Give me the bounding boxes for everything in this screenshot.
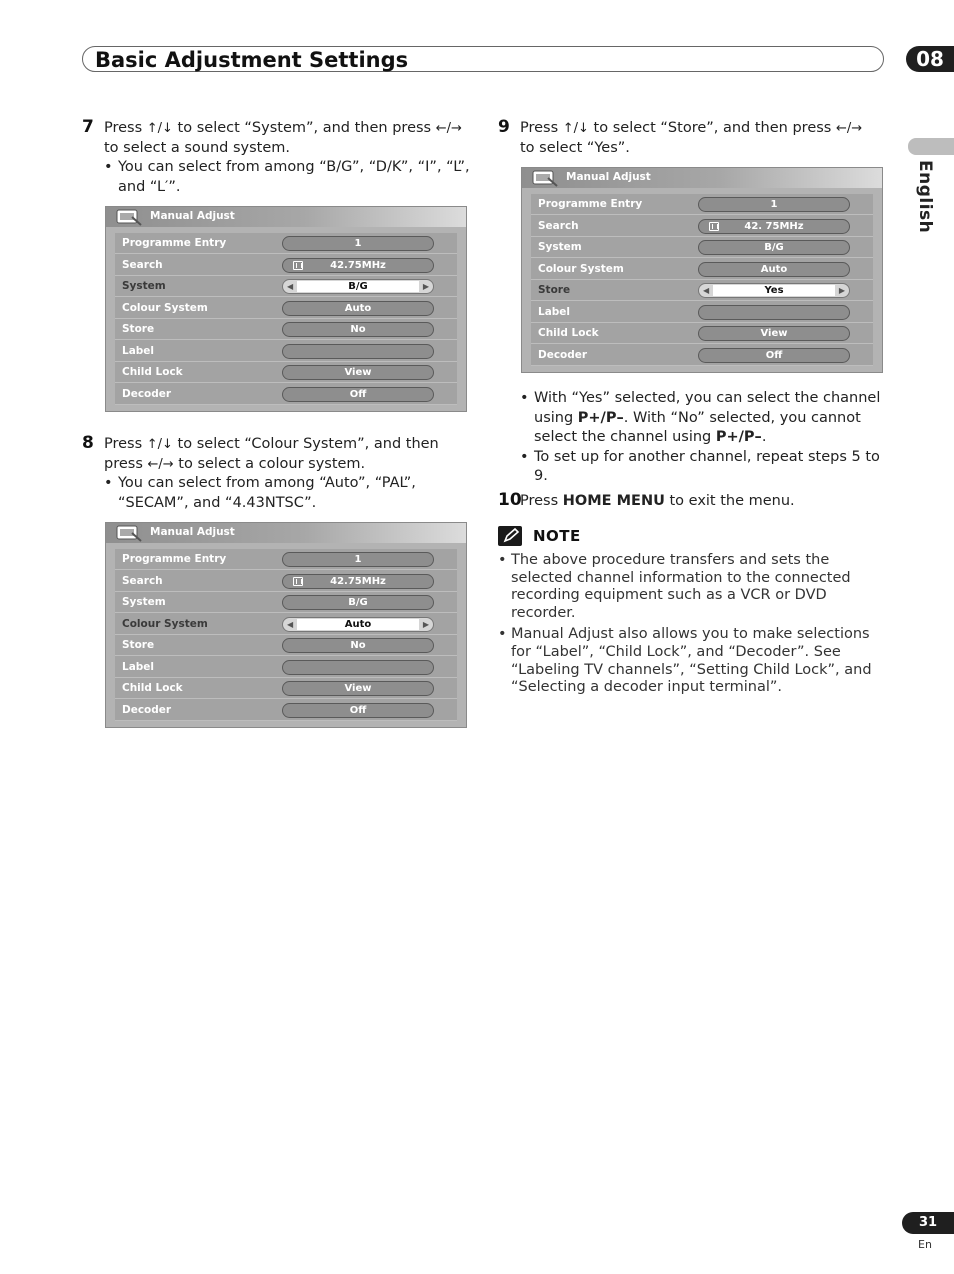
right-triangle-icon[interactable]: ▶ <box>422 282 429 291</box>
menu-row[interactable] <box>531 323 873 344</box>
menu-value-text: Auto <box>344 302 372 314</box>
menu-value-field[interactable] <box>282 595 434 610</box>
menu-row-label: Search <box>538 219 579 232</box>
menu-row-label: Label <box>122 344 155 357</box>
menu-value-field[interactable] <box>282 279 434 294</box>
up-down-arrows-icon: ↑/↓ <box>146 121 173 136</box>
language-tab-bar <box>908 138 954 155</box>
menu-value-field[interactable] <box>282 574 434 589</box>
menu-row-label: System <box>122 280 166 292</box>
menu-body <box>115 233 457 405</box>
menu-value-text: Auto <box>760 263 788 275</box>
menu-value-field[interactable] <box>282 365 434 380</box>
right-triangle-icon[interactable]: ▶ <box>422 619 429 629</box>
menu-value-text: 42.75MHz <box>330 575 386 587</box>
menu-value-field[interactable] <box>282 552 434 567</box>
menu-value-text: B/G <box>348 597 368 608</box>
menu-row[interactable] <box>115 614 457 635</box>
menu-row-label: Search <box>122 574 163 587</box>
menu-value-field[interactable] <box>698 219 850 234</box>
tv-remote-icon <box>532 170 558 187</box>
menu-row-label: Label <box>538 305 571 318</box>
menu-row[interactable] <box>115 255 457 276</box>
tv-remote-icon <box>116 525 142 542</box>
page-title: Basic Adjustment Settings <box>95 48 409 72</box>
header-bar <box>82 46 884 72</box>
menu-value-text: View <box>344 367 372 378</box>
step-9-bullet-1: • With “Yes” selected, you can select the channel using P+/P–. With “No” selected, you cannot select the channel using P+/P–. <box>520 389 884 448</box>
menu-value-text: 1 <box>354 554 362 565</box>
step-9-bullet-2: • To set up for another channel, repeat steps 5 to 9. <box>520 448 884 487</box>
menu-value-field[interactable] <box>282 236 434 251</box>
step-7-text: Press ↑/↓ to select “System”, and then press ←/→ to select a sound system. • You can select from among “B/G”, “D/K”, “I”, “L”, and “L′”. <box>104 119 476 197</box>
menu-value-field[interactable] <box>282 258 434 273</box>
step-10-number: 10 <box>498 490 522 510</box>
menu-value-text: Off <box>349 704 367 716</box>
menu-row[interactable] <box>115 384 457 405</box>
menu-title: Manual Adjust <box>150 210 235 222</box>
menu-row-label: Decoder <box>122 703 172 716</box>
menu-value-text: Off <box>765 349 783 361</box>
manual-adjust-screen-1 <box>105 206 467 412</box>
menu-row-label: Store <box>122 323 155 335</box>
menu-body <box>531 194 873 366</box>
menu-value-field[interactable] <box>282 681 434 696</box>
menu-value-text: View <box>344 683 372 694</box>
menu-value-text: B/G <box>764 242 784 253</box>
menu-title-bar <box>522 168 882 188</box>
up-down-arrows-icon: ↑/↓ <box>146 437 173 452</box>
menu-value-text: No <box>350 640 366 651</box>
menu-value-text: 1 <box>770 199 778 210</box>
menu-value-text: 42. 75MHz <box>744 220 804 232</box>
menu-value-field[interactable] <box>698 326 850 341</box>
menu-row-label: Programme Entry <box>538 198 643 210</box>
search-bars-icon <box>293 261 303 270</box>
left-right-arrows-icon: ←/→ <box>435 121 462 136</box>
menu-row-label: System <box>122 596 166 608</box>
menu-row[interactable] <box>115 276 457 297</box>
menu-row[interactable] <box>115 549 457 570</box>
menu-value-text: No <box>350 324 366 335</box>
menu-row-label: Decoder <box>122 387 172 400</box>
menu-value-field[interactable] <box>282 301 434 316</box>
left-right-arrows-icon: ←/→ <box>147 456 174 472</box>
search-bars-icon <box>709 222 719 231</box>
menu-row[interactable] <box>531 345 873 366</box>
menu-row[interactable] <box>115 341 457 362</box>
menu-row-label: Programme Entry <box>122 553 227 565</box>
menu-value-field[interactable] <box>698 348 850 363</box>
menu-value-text: View <box>760 328 788 339</box>
left-triangle-icon[interactable]: ◀ <box>287 282 294 291</box>
menu-title-bar <box>106 207 466 227</box>
menu-title: Manual Adjust <box>566 171 651 183</box>
menu-value-field[interactable] <box>698 262 850 277</box>
menu-row-label: Decoder <box>538 348 588 361</box>
menu-row[interactable] <box>531 237 873 258</box>
left-right-arrows-icon: ←/→ <box>835 121 863 136</box>
menu-title-bar <box>106 523 466 543</box>
step-7-number: 7 <box>82 117 94 137</box>
menu-row-label: Store <box>538 284 571 296</box>
menu-value-field[interactable] <box>282 638 434 653</box>
step-8-text: Press ↑/↓ to select “Colour System”, and then press ←/→ to select a colour system. • You can select from among “Auto”, “PAL”, “SECAM”, and “4.43NTSC”. <box>104 435 476 513</box>
menu-value-field[interactable] <box>698 305 850 320</box>
search-bars-icon <box>293 577 303 586</box>
menu-row-label: System <box>538 241 582 253</box>
menu-row-label: Search <box>122 258 163 271</box>
page-language: En <box>918 1238 932 1251</box>
menu-row-label: Child Lock <box>122 682 183 694</box>
menu-row[interactable] <box>115 700 457 721</box>
left-triangle-icon[interactable]: ◀ <box>287 619 294 629</box>
menu-body <box>115 549 457 721</box>
note-item: • The above procedure transfers and sets the selected channel information to the connected recording equipment such as a VCR or DVD recorder. <box>498 552 884 622</box>
menu-value-text: Auto <box>297 619 419 630</box>
step-9-number: 9 <box>498 117 510 137</box>
page-number: 31 <box>902 1212 954 1234</box>
menu-row[interactable] <box>531 259 873 280</box>
menu-value-field[interactable] <box>698 283 850 298</box>
chapter-badge: 08 <box>906 46 954 72</box>
menu-value-field[interactable] <box>698 197 850 212</box>
menu-value-field[interactable] <box>698 240 850 255</box>
menu-row[interactable] <box>531 216 873 237</box>
menu-row-label: Label <box>122 660 155 673</box>
right-triangle-icon[interactable]: ▶ <box>838 286 845 295</box>
menu-row[interactable] <box>115 362 457 383</box>
tv-remote-icon <box>116 209 142 226</box>
left-triangle-icon[interactable]: ◀ <box>703 286 710 295</box>
menu-row[interactable] <box>115 635 457 656</box>
menu-value-field[interactable] <box>282 703 434 718</box>
menu-row[interactable] <box>115 592 457 613</box>
menu-row[interactable] <box>115 657 457 678</box>
manual-adjust-screen-3 <box>521 167 883 373</box>
language-label: English <box>915 160 935 234</box>
menu-row[interactable] <box>531 302 873 323</box>
menu-value-text: 42.75MHz <box>330 259 386 271</box>
menu-row-label: Colour System <box>538 262 624 275</box>
menu-title: Manual Adjust <box>150 526 235 538</box>
menu-row-label: Child Lock <box>538 327 599 339</box>
menu-value-field[interactable] <box>282 322 434 337</box>
menu-row[interactable] <box>531 280 873 301</box>
note-title: NOTE <box>533 527 581 545</box>
note-pencil-icon <box>498 526 522 546</box>
menu-value-field[interactable] <box>282 387 434 402</box>
step-9-bullets <box>520 389 884 487</box>
step-8-bullet: • You can select from among “Auto”, “PAL”, “SECAM”, and “4.43NTSC”. <box>104 474 476 513</box>
menu-value-field[interactable] <box>282 344 434 359</box>
menu-value-text: 1 <box>354 238 362 249</box>
menu-row[interactable] <box>115 678 457 699</box>
menu-row[interactable] <box>531 194 873 215</box>
menu-row-label: Colour System <box>122 617 208 630</box>
menu-value-text: Yes <box>713 285 835 296</box>
menu-row[interactable] <box>115 319 457 340</box>
menu-row-label: Colour System <box>122 301 208 314</box>
menu-value-text: Off <box>349 388 367 400</box>
up-down-arrows-icon: ↑/↓ <box>562 121 589 136</box>
manual-adjust-screen-2 <box>105 522 467 728</box>
menu-row[interactable] <box>115 298 457 319</box>
step-9-text: Press ↑/↓ to select “Store”, and then press ←/→ to select “Yes”. <box>520 120 863 156</box>
menu-value-text: B/G <box>297 281 419 292</box>
note-list <box>498 552 884 701</box>
menu-row-label: Programme Entry <box>122 237 227 249</box>
step-10-text: Press HOME MENU to exit the menu. <box>520 493 795 509</box>
menu-row[interactable] <box>115 233 457 254</box>
menu-value-field[interactable] <box>282 617 434 632</box>
step-7-bullet: • You can select from among “B/G”, “D/K”, “I”, “L”, and “L′”. <box>104 158 476 197</box>
menu-row-label: Child Lock <box>122 366 183 378</box>
menu-row-label: Store <box>122 639 155 651</box>
step-8-number: 8 <box>82 433 94 453</box>
note-item: • Manual Adjust also allows you to make selections for “Label”, “Child Lock”, and “Decoder”. See “Labeling TV channels”, “Setting Child Lock”, and “Selecting a decoder input terminal”. <box>498 626 884 696</box>
menu-row[interactable] <box>115 571 457 592</box>
menu-value-field[interactable] <box>282 660 434 675</box>
